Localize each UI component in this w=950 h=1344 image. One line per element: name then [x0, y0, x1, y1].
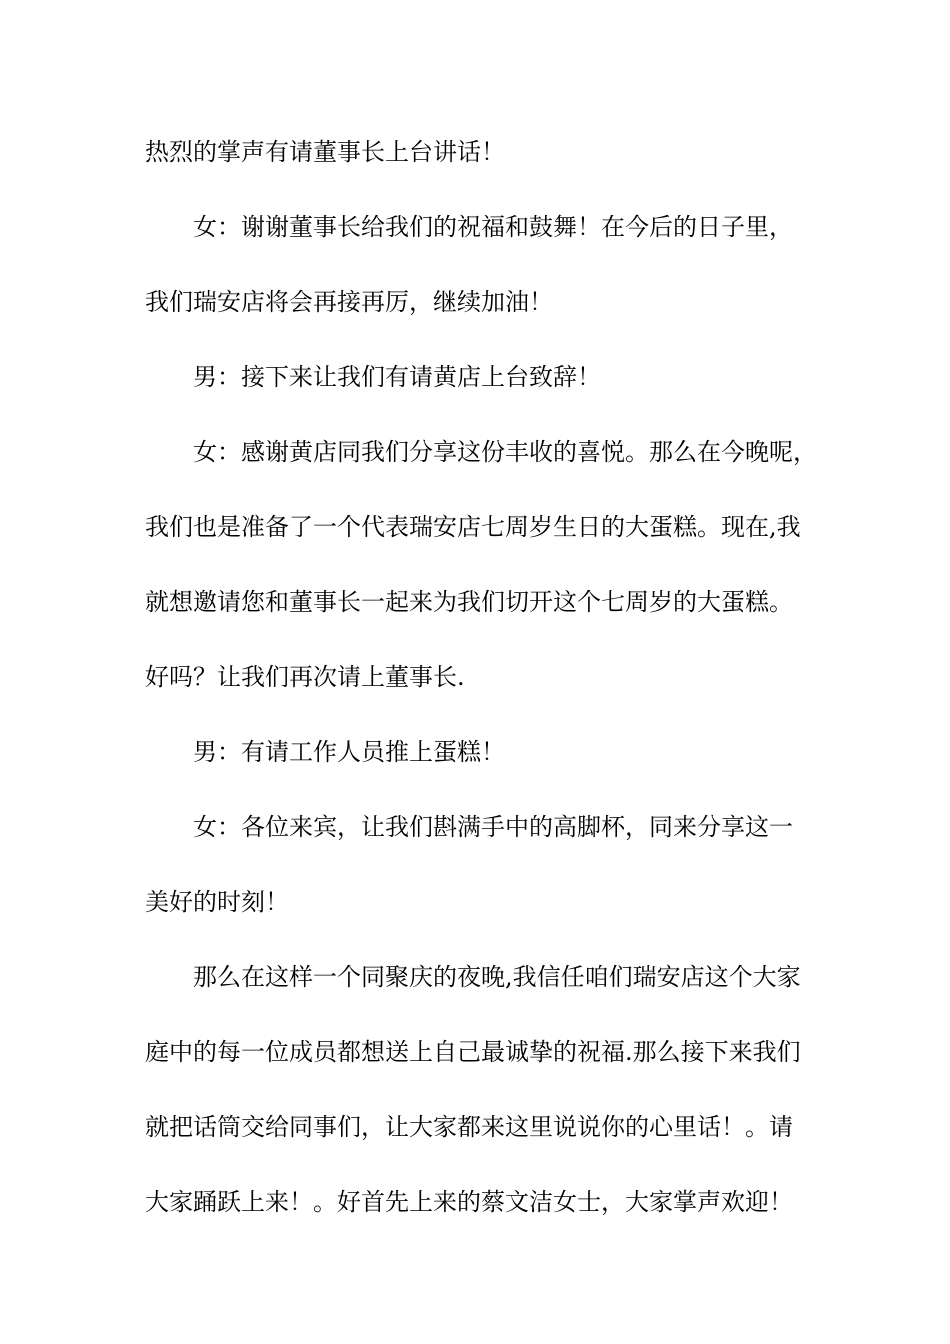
- text-line: 男：接下来让我们有请黄店上台致辞！: [193, 363, 601, 391]
- text-line: 热烈的掌声有请董事长上台讲话！: [145, 138, 505, 166]
- text-line: 大家踊跃上来！。好首先上来的蔡文洁女士，大家掌声欢迎！: [145, 1188, 793, 1216]
- text-line: 就想邀请您和董事长一起来为我们切开这个七周岁的大蛋糕。: [145, 588, 793, 616]
- text-line: 女：各位来宾，让我们斟满手中的高脚杯，同来分享这一: [193, 813, 793, 841]
- text-line: 美好的时刻！: [145, 888, 289, 916]
- text-line: 好吗？让我们再次请上董事长.: [145, 663, 465, 691]
- text-line: 女：谢谢董事长给我们的祝福和鼓舞！在今后的日子里，: [193, 213, 793, 241]
- text-line: 女：感谢黄店同我们分享这份丰收的喜悦。那么在今晚呢，: [193, 438, 817, 466]
- text-line: 我们瑞安店将会再接再厉，继续加油！: [145, 288, 553, 316]
- text-line: 那么在这样一个同聚庆的夜晚,我信任咱们瑞安店这个大家: [193, 963, 801, 991]
- text-line: 男：有请工作人员推上蛋糕！: [193, 738, 505, 766]
- text-line: 就把话筒交给同事们，让大家都来这里说说你的心里话！。请: [145, 1113, 793, 1141]
- text-line: 我们也是准备了一个代表瑞安店七周岁生日的大蛋糕。现在,我: [145, 513, 801, 541]
- text-line: 庭中的每一位成员都想送上自己最诚挚的祝福.那么接下来我们: [145, 1038, 801, 1066]
